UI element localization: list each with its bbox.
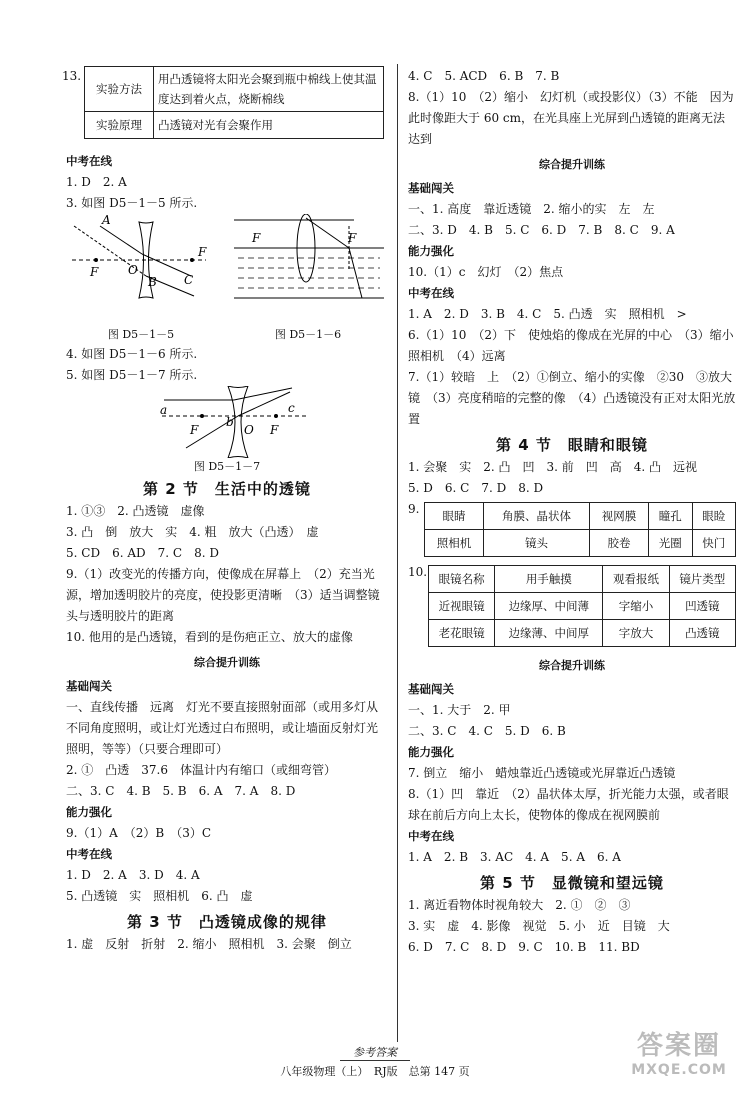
answer-line: 9.（1）A （2）B （3）C xyxy=(66,826,212,840)
answer-line: 4. C 5. ACD 6. B 7. B xyxy=(408,69,560,83)
subsection-title: 综合提升训练 xyxy=(539,659,605,672)
label-F: F xyxy=(198,245,207,259)
q10-block xyxy=(408,565,736,647)
q10-table xyxy=(428,565,736,647)
q10-cell: 凹透镜 xyxy=(669,593,735,620)
subheading: 中考在线 xyxy=(408,286,454,300)
q9-block xyxy=(408,502,736,557)
zk1-line: 5. 如图 D5－1－7 所示. xyxy=(66,368,198,382)
answer-line: 1. A 2. D 3. B 4. C 5. 凸透 实 照相机 > xyxy=(408,307,687,321)
column-divider xyxy=(397,64,398,1042)
q9-table xyxy=(424,502,736,557)
focus-point xyxy=(200,414,204,418)
focus-point xyxy=(94,258,98,262)
answer-line: 一、1. 大于 2. 甲 xyxy=(408,703,511,717)
q10-cell: 字放大 xyxy=(603,620,669,647)
answer-line: 二、3. C 4. C 5. D 6. B xyxy=(408,724,566,738)
q9-cell: 眼睑 xyxy=(692,503,736,530)
answer-line: 6. D 7. C 8. D 9. C 10. B 11. BD xyxy=(408,940,640,954)
q10-cell: 眼镜名称 xyxy=(429,566,495,593)
answer-line: 一、1. 高度 靠近透镜 2. 缩小的实 左 左 xyxy=(408,202,655,216)
subheading: 中考在线 xyxy=(408,829,454,843)
figure-d5-1-5 xyxy=(72,214,207,298)
answer-line: 5. D 6. C 7. D 8. D xyxy=(408,481,544,495)
figure-d5-1-6 xyxy=(234,214,384,298)
label-O: O xyxy=(128,263,138,277)
label-A: A xyxy=(102,214,111,227)
subheading: 能力强化 xyxy=(66,805,112,819)
watermark-url: MXQE.COM xyxy=(631,1062,727,1078)
q9-cell: 眼睛 xyxy=(425,503,484,530)
subsection-title: 综合提升训练 xyxy=(539,158,605,171)
subheading: 基础闯关 xyxy=(408,181,454,195)
ray-c xyxy=(238,392,290,416)
q10-number: 10. xyxy=(408,565,428,579)
subheading: 能力强化 xyxy=(408,745,454,759)
zk1-line: 3. 如图 D5－1－5 所示. xyxy=(66,196,198,210)
watermark-text: 答案圈 xyxy=(636,1031,721,1061)
answer-line: 3. 实 虚 4. 影像 视觉 5. 小 近 目镜 大 xyxy=(408,919,670,933)
answer-line: 1. 虚 反射 折射 2. 缩小 照相机 3. 会聚 倒立 xyxy=(66,937,352,951)
incident-ray xyxy=(100,226,142,254)
label-b: b xyxy=(226,415,234,429)
answer-line: 二、3. C 4. B 5. B 6. A 7. A 8. D xyxy=(66,784,296,798)
subheading: 基础闯关 xyxy=(66,679,112,693)
figure-row xyxy=(66,214,388,326)
section-title: 第 4 节 眼睛和眼镜 xyxy=(496,436,648,454)
subsection-title: 综合提升训练 xyxy=(194,656,260,669)
q9-cell: 快门 xyxy=(692,530,736,557)
q13-cell: 实验原理 xyxy=(85,112,154,139)
section-title: 第 5 节 显微镜和望远镜 xyxy=(480,874,664,892)
answer-line: 7. 倒立 缩小 蜡烛靠近凸透镜或光屏靠近凸透镜 xyxy=(408,766,676,780)
q9-cell: 镜头 xyxy=(484,530,590,557)
figure-d5-1-7 xyxy=(66,386,388,458)
answer-line: 3. 凸 倒 放大 实 4. 粗 放大（凸透） 虚 xyxy=(66,525,319,539)
figure-caption: 图 D5－1－7 xyxy=(193,460,261,473)
q10-cell: 边缘薄、中间厚 xyxy=(495,620,603,647)
left-column xyxy=(62,66,388,955)
q13-cell: 用凸透镜将太阳光会聚到瓶中棉线上使其温度达到着火点，烧断棉线 xyxy=(154,67,384,112)
q10-cell: 用手触摸 xyxy=(495,566,603,593)
answer-line: 7.（1）较暗 上 （2）①倒立、缩小的实像 ②30 ③放大镜 （3）亮度稍暗的完整的像 （4）凸透镜没有正对太阳光放置 xyxy=(408,370,736,426)
right-column xyxy=(408,66,746,958)
answer-line: 10. 他用的是凸透镜，看到的是伤疤正立、放大的虚像 xyxy=(66,630,353,644)
q10-cell: 边缘厚、中间薄 xyxy=(495,593,603,620)
q13-table xyxy=(84,66,384,139)
focus-point xyxy=(274,414,278,418)
q10-cell: 凸透镜 xyxy=(669,620,735,647)
lens-figures-svg xyxy=(66,214,388,326)
zk1-heading: 中考在线 xyxy=(66,154,112,168)
answer-line: 10.（1）c 幻灯 （2）焦点 xyxy=(408,265,564,279)
q9-cell: 胶卷 xyxy=(589,530,648,557)
figure-caption: 图 D5－1－6 xyxy=(274,328,342,341)
answer-line: 5. 凸透镜 实 照相机 6. 凸 虚 xyxy=(66,889,253,903)
q9-cell: 角膜、晶状体 xyxy=(484,503,590,530)
q10-cell: 字缩小 xyxy=(603,593,669,620)
q10-cell: 观看报纸 xyxy=(603,566,669,593)
q10-cell: 老花眼镜 xyxy=(429,620,495,647)
watermark-logo xyxy=(624,1030,734,1092)
label-F: F xyxy=(348,231,357,245)
q9-cell: 瞳孔 xyxy=(649,503,692,530)
section-title: 第 2 节 生活中的透镜 xyxy=(143,480,311,498)
subheading: 基础闯关 xyxy=(408,682,454,696)
focus-point xyxy=(190,258,194,262)
zk1-line: 1. D 2. A xyxy=(66,175,127,189)
label-c: c xyxy=(288,401,295,415)
q13-number: 13. xyxy=(62,69,82,83)
q10-cell: 近视眼镜 xyxy=(429,593,495,620)
subheading: 中考在线 xyxy=(66,847,112,861)
answer-line: 1. 离近看物体时视角较大 2. ① ② ③ xyxy=(408,898,631,912)
q9-cell: 照相机 xyxy=(425,530,484,557)
figure-caption: 图 D5－1－5 xyxy=(107,328,175,341)
zk1-line: 4. 如图 D5－1－6 所示. xyxy=(66,347,198,361)
refracted-ray-water xyxy=(349,248,362,298)
lens-figure-svg xyxy=(66,386,388,458)
answer-line: 1. A 2. B 3. AC 4. A 5. A 6. A xyxy=(408,850,621,864)
label-a: a xyxy=(160,403,168,417)
answer-line: 9.（1）改变光的传播方向，使像成在屏幕上 （2）充当光源，增加透明胶片的亮度，使投影更清晰 （3）适当调整镜头与透明胶片的距离 xyxy=(66,567,380,623)
answer-line: 一、直线传播 远离 灯光不要直接照射面部（或用多灯从不同角度照明，或让灯光透过白布照明，或让墙面反射灯光照明，等等）（只要合理即可） xyxy=(66,700,379,756)
label-F: F xyxy=(190,423,199,437)
label-F: F xyxy=(270,423,279,437)
answer-line: 1. 会聚 实 2. 凸 凹 3. 前 凹 高 4. 凸 远视 xyxy=(408,460,698,474)
q9-number: 9. xyxy=(408,502,420,516)
answer-line: 8.（1）10 （2）缩小 幻灯机（或投影仪）（3）不能 因为此时像距大于 60 cm，在光具座上光屏到凸透镜的距离无法达到 xyxy=(408,90,734,146)
footer-title: 参考答案 xyxy=(340,1044,410,1061)
label-F: F xyxy=(252,231,261,245)
figure-captions xyxy=(66,326,388,344)
answer-line: 8.（1）凹 靠近 （2）晶状体太厚，折光能力太强，或者眼球在前后方向上太长，使物体的像成在视网膜前 xyxy=(408,787,729,822)
q13-block xyxy=(62,66,388,139)
answer-line: 6.（1）10 （2）下 使烛焰的像成在光屏的中心 （3）缩小 照相机 （4）远离 xyxy=(408,328,746,363)
q9-cell: 视网膜 xyxy=(589,503,648,530)
answer-line: 1. ①③ 2. 凸透镜 虚像 xyxy=(66,504,205,518)
label-O: O xyxy=(244,423,254,437)
q10-cell: 镜片类型 xyxy=(669,566,735,593)
label-F: F xyxy=(90,265,99,279)
footer-page-info: 八年级物理（上） RJ版 总第 147 页 xyxy=(280,1065,470,1078)
answer-line: 1. D 2. A 3. D 4. A xyxy=(66,868,200,882)
answer-line: 二、3. D 4. B 5. C 6. D 7. B 8. C 9. A xyxy=(408,223,675,237)
q9-cell: 光圈 xyxy=(649,530,692,557)
label-C: C xyxy=(184,273,194,287)
ray-a-out xyxy=(234,388,292,400)
q13-cell: 实验方法 xyxy=(85,67,154,112)
label-B: B xyxy=(148,275,157,289)
section-title: 第 3 节 凸透镜成像的规律 xyxy=(127,913,327,931)
answer-line: 2. ① 凸透 37.6 体温计内有缩口（或细弯管） xyxy=(66,763,336,777)
refracted-ray xyxy=(306,218,349,248)
answer-line: 5. CD 6. AD 7. C 8. D xyxy=(66,546,219,560)
q13-cell: 凸透镜对光有会聚作用 xyxy=(154,112,384,139)
subheading: 能力强化 xyxy=(408,244,454,258)
